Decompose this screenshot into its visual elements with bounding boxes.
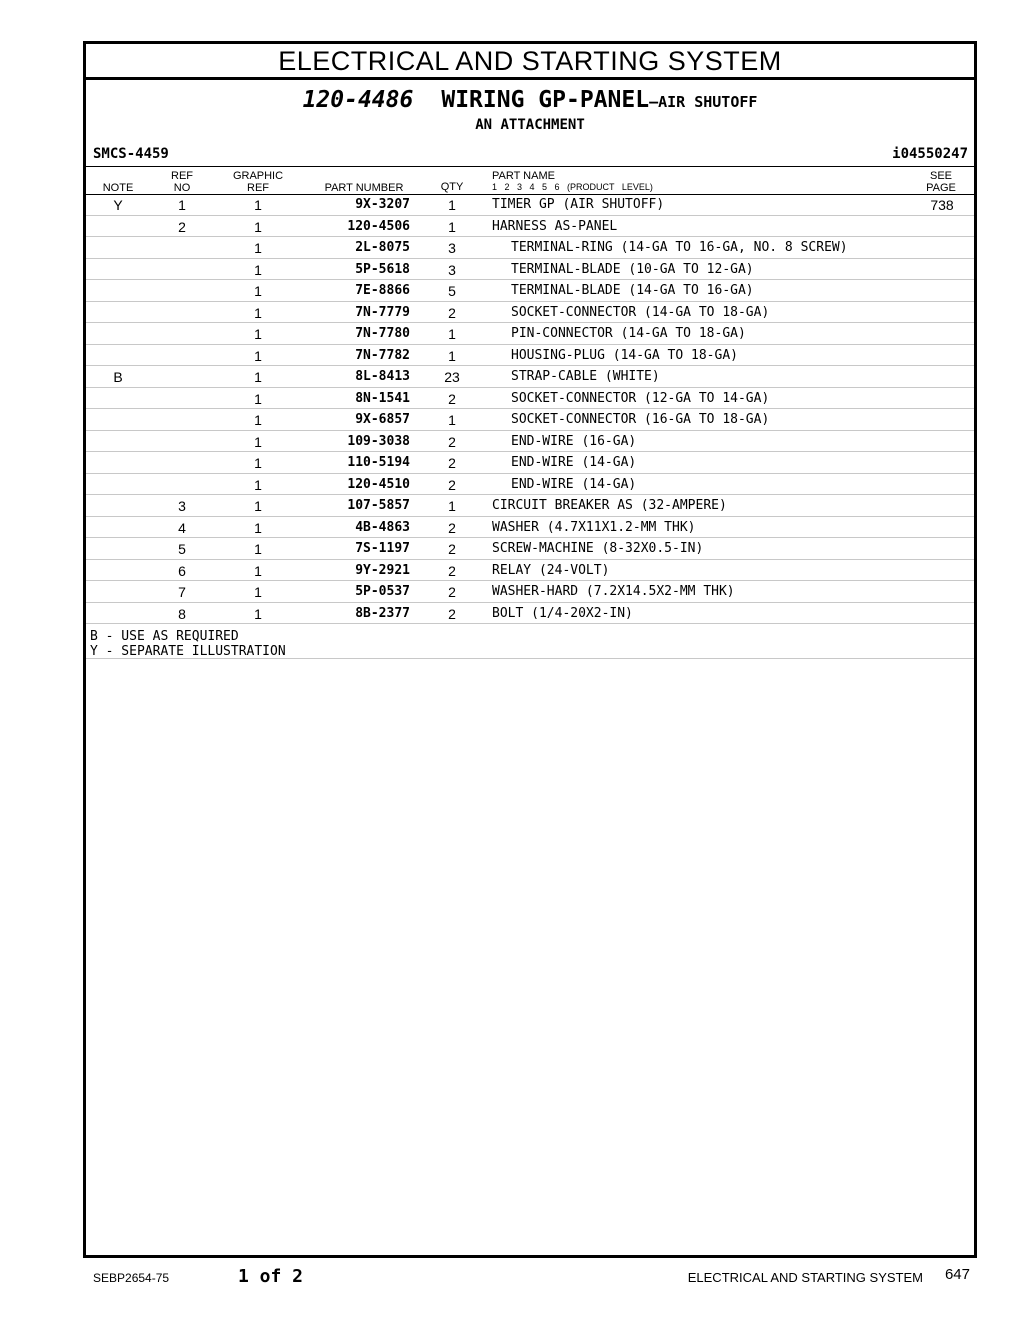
group-name: WIRING GP-PANEL: [441, 87, 650, 113]
table-row: [86, 560, 974, 582]
col-ref-header-top: REF: [171, 170, 193, 182]
footer-doc-id: SEBP2654-75: [93, 1271, 170, 1285]
cell-graphic-ref: 1: [254, 541, 262, 557]
footer-section: ELECTRICAL AND STARTING SYSTEM: [687, 1270, 923, 1285]
table-row: [86, 495, 974, 517]
cell-part-number: 7N-7780: [355, 326, 410, 341]
cell-graphic-ref: 1: [254, 240, 262, 256]
header-top-rule: [86, 166, 974, 167]
cell-qty: 1: [448, 412, 456, 428]
table-row: [86, 323, 974, 345]
cell-qty: 1: [448, 347, 456, 364]
cell-part-number: 109-3038: [347, 433, 410, 449]
cell-graphic-ref: 1: [254, 283, 262, 299]
page-frame: [83, 41, 977, 1258]
table-row: [86, 388, 974, 410]
parts-table: [86, 194, 974, 624]
cell-part-number: 107-5857: [347, 498, 410, 513]
cell-part-number: 9Y-2921: [355, 562, 410, 578]
footer-page-of: 1 of 2: [238, 1266, 304, 1287]
product-level-header: 1 2 3 4 5 6 (PRODUCT LEVEL): [492, 182, 653, 192]
col-graphic-header-bottom: REF: [247, 182, 269, 194]
cell-graphic-ref: 1: [254, 498, 262, 514]
cell-part-number: 8B-2377: [355, 605, 410, 621]
cell-qty: 3: [448, 240, 456, 256]
table-row: [86, 302, 974, 324]
cell-qty: 3: [448, 261, 456, 278]
cell-graphic-ref: 1: [254, 326, 262, 342]
col-ref-header-bottom: NO: [173, 182, 191, 194]
cell-graphic-ref: 1: [254, 433, 262, 450]
cell-part-name: RELAY (24-VOLT): [492, 562, 610, 578]
cell-ref-no: 2: [178, 218, 186, 235]
attachment-label: AN ATTACHMENT: [475, 117, 585, 133]
cell-part-name: WASHER (4.7X11X1.2-MM THK): [492, 519, 696, 535]
cell-graphic-ref: 1: [254, 412, 262, 428]
cell-part-name: TERMINAL-BLADE (14-GA TO 16-GA): [511, 283, 754, 298]
cell-part-name: BOLT (1/4-20X2-IN): [492, 605, 633, 621]
table-row: [86, 581, 974, 603]
cell-part-name: STRAP-CABLE (WHITE): [511, 369, 660, 384]
cell-ref-no: 6: [178, 562, 186, 579]
cell-graphic-ref: 1: [254, 218, 262, 235]
col-see-header-top: SEE: [929, 170, 952, 182]
cell-ref-no: 1: [178, 197, 186, 213]
cell-part-number: 5P-5618: [355, 261, 410, 277]
cell-note: Y: [113, 197, 123, 213]
cell-part-number: 7N-7782: [355, 347, 410, 363]
cell-see-page: 738: [930, 197, 954, 213]
cell-graphic-ref: 1: [254, 390, 262, 407]
cell-part-number: 8L-8413: [355, 369, 410, 384]
table-row: [86, 216, 974, 238]
cell-part-number: 7N-7779: [355, 304, 410, 320]
cell-part-name: TIMER GP (AIR SHUTOFF): [492, 197, 665, 212]
cell-qty: 2: [448, 541, 456, 557]
cell-part-name: END-WIRE (14-GA): [511, 476, 637, 492]
section-title: ELECTRICAL AND STARTING SYSTEM: [86, 44, 974, 80]
cell-ref-no: 3: [178, 498, 186, 514]
cell-part-name: TERMINAL-RING (14-GA TO 16-GA, NO. 8 SCREW): [511, 240, 848, 255]
cell-part-name: WASHER-HARD (7.2X14.5X2-MM THK): [492, 584, 735, 599]
cell-ref-no: 7: [178, 584, 186, 600]
group-title: [86, 87, 974, 113]
footer-page-number: 647: [944, 1266, 970, 1283]
cell-part-number: 5P-0537: [355, 584, 410, 599]
note-y: Y - SEPARATE ILLUSTRATION: [90, 644, 286, 659]
table-row: [86, 280, 974, 302]
cell-qty: 1: [448, 197, 456, 213]
cell-part-number: 9X-6857: [355, 412, 410, 427]
cell-graphic-ref: 1: [254, 519, 262, 536]
cell-part-number: 4B-4863: [355, 519, 410, 535]
group-suffix: —AIR SHUTOFF: [649, 93, 758, 111]
cell-part-number: 120-4506: [347, 218, 410, 234]
cell-part-number: 120-4510: [347, 476, 410, 492]
cell-part-number: 2L-8075: [355, 240, 410, 255]
cell-part-name: CIRCUIT BREAKER AS (32-AMPERE): [492, 498, 727, 513]
col-part-name-header: PART NAME: [492, 170, 555, 182]
cell-part-number: 9X-3207: [355, 197, 410, 212]
cell-part-name: END-WIRE (16-GA): [511, 433, 637, 449]
col-part-number-header: PART NUMBER: [324, 182, 404, 194]
cell-part-number: 8N-1541: [355, 390, 410, 406]
cell-qty: 2: [448, 584, 456, 600]
table-row: [86, 603, 974, 625]
group-number: 120-4486: [302, 87, 414, 113]
cell-part-name: END-WIRE (14-GA): [511, 455, 637, 470]
cell-qty: 1: [448, 498, 456, 514]
col-see-header-bottom: PAGE: [926, 182, 956, 194]
table-row: [86, 452, 974, 474]
table-row: [86, 345, 974, 367]
cell-graphic-ref: 1: [254, 261, 262, 278]
cell-graphic-ref: 1: [254, 197, 262, 213]
col-graphic-header-top: GRAPHIC: [232, 170, 284, 182]
table-row: [86, 259, 974, 281]
cell-ref-no: 4: [178, 519, 186, 536]
cell-graphic-ref: 1: [254, 347, 262, 364]
cell-part-name: SOCKET-CONNECTOR (14-GA TO 18-GA): [511, 304, 770, 320]
cell-qty: 2: [448, 390, 456, 407]
table-row: [86, 538, 974, 560]
cell-qty: 2: [448, 455, 456, 471]
cell-graphic-ref: 1: [254, 369, 262, 385]
cell-part-number: 7E-8866: [355, 283, 410, 298]
col-note-header: NOTE: [102, 182, 134, 194]
smcs-code: SMCS-4459: [93, 146, 169, 162]
table-row: [86, 366, 974, 388]
notes-legend: [90, 629, 286, 659]
illustration-id: i04550247: [892, 146, 968, 162]
table-row: [86, 237, 974, 259]
cell-part-name: HOUSING-PLUG (14-GA TO 18-GA): [511, 347, 738, 363]
cell-graphic-ref: 1: [254, 562, 262, 579]
cell-qty: 1: [448, 326, 456, 342]
table-row: [86, 194, 974, 216]
table-row: [86, 517, 974, 539]
cell-qty: 2: [448, 304, 456, 321]
cell-qty: 1: [448, 218, 456, 235]
cell-part-name: SCREW-MACHINE (8-32X0.5-IN): [492, 541, 704, 556]
cell-graphic-ref: 1: [254, 605, 262, 622]
cell-note: B: [113, 369, 123, 385]
col-qty-header: QTY: [440, 181, 464, 193]
cell-qty: 2: [448, 476, 456, 493]
cell-graphic-ref: 1: [254, 455, 262, 471]
table-row: [86, 409, 974, 431]
notes-rule: [86, 658, 974, 659]
cell-qty: 2: [448, 519, 456, 536]
cell-part-number: 7S-1197: [355, 541, 410, 556]
cell-qty: 5: [448, 283, 456, 299]
cell-graphic-ref: 1: [254, 476, 262, 493]
cell-part-name: HARNESS AS-PANEL: [492, 218, 618, 234]
cell-qty: 2: [448, 562, 456, 579]
cell-qty: 2: [448, 433, 456, 450]
cell-part-number: 110-5194: [347, 455, 410, 470]
cell-ref-no: 8: [178, 605, 186, 622]
cell-part-name: SOCKET-CONNECTOR (12-GA TO 14-GA): [511, 390, 770, 406]
cell-qty: 23: [444, 369, 460, 385]
table-row: [86, 431, 974, 453]
cell-graphic-ref: 1: [254, 584, 262, 600]
cell-qty: 2: [448, 605, 456, 622]
note-b: B - USE AS REQUIRED: [90, 629, 239, 644]
cell-ref-no: 5: [178, 541, 186, 557]
cell-part-name: SOCKET-CONNECTOR (16-GA TO 18-GA): [511, 412, 770, 427]
cell-graphic-ref: 1: [254, 304, 262, 321]
table-row: [86, 474, 974, 496]
cell-part-name: TERMINAL-BLADE (10-GA TO 12-GA): [511, 261, 754, 277]
cell-part-name: PIN-CONNECTOR (14-GA TO 18-GA): [511, 326, 746, 341]
